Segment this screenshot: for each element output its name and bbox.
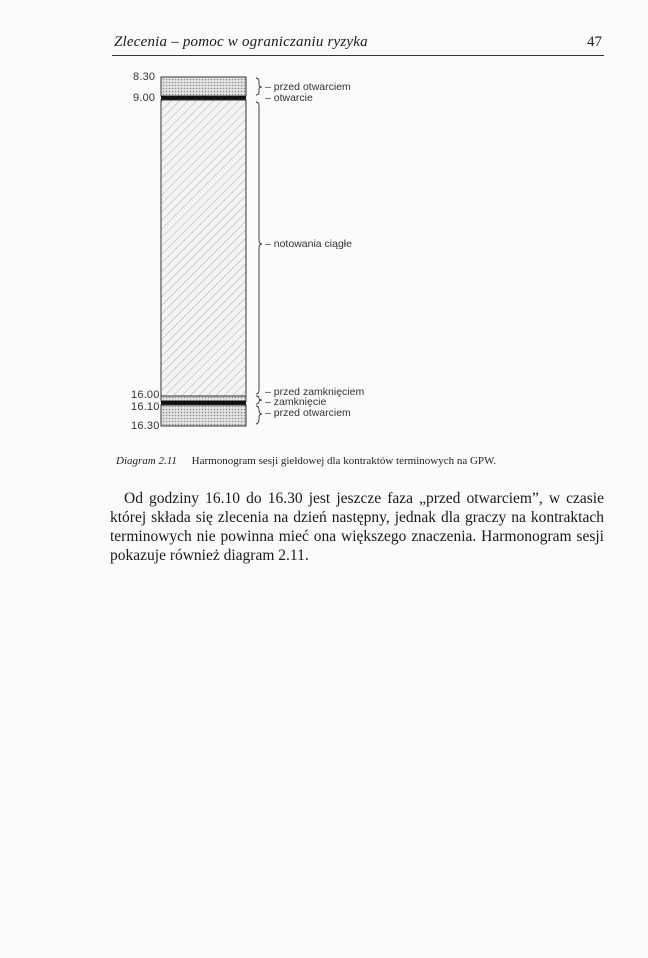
phase-label-continuous: – notowania ciągłe xyxy=(265,238,352,250)
bracket-before-open-morning xyxy=(256,78,262,95)
time-label-0900: 9.00 xyxy=(133,92,156,104)
segment-close-line xyxy=(161,401,246,405)
bracket-before-open-evening xyxy=(256,406,262,424)
bracket-before-close xyxy=(256,396,262,404)
phase-label-close: – zamknięcie xyxy=(265,396,327,408)
time-label-1630: 16.30 xyxy=(131,420,160,432)
bracket-continuous xyxy=(256,102,262,394)
time-label-1600: 16.00 xyxy=(131,389,160,401)
body-paragraph: Od godziny 16.10 do 16.30 jest jeszcze faza „przed otwarciem”, w czasie której składa się zlecenia na dzień następny, jednak dla graczy na kontraktach terminowych nie powinna mieć ona większego znaczenia. Harmonogram sesji pokazuje również diagram 2.11. xyxy=(110,490,604,564)
segment-before-close xyxy=(161,396,246,401)
time-label-1610: 16.10 xyxy=(131,401,160,413)
segment-open-line xyxy=(161,96,246,100)
phase-label-open: – otwarcie xyxy=(265,92,313,104)
phase-label-before-close: – przed zamknięciem xyxy=(265,386,365,398)
phase-label-before-open-evening: – przed otwarciem xyxy=(265,407,351,419)
running-title: Zlecenia – pomoc w ograniczaniu ryzyka xyxy=(114,34,368,50)
diagram-caption xyxy=(116,455,616,467)
page-number: 47 xyxy=(587,34,602,50)
caption-text: Harmonogram sesji giełdowej dla kontraktów terminowych na GPW. xyxy=(191,455,497,467)
caption-label: Diagram 2.11 xyxy=(116,455,177,467)
phase-label-before-open-morning: – przed otwarciem xyxy=(265,81,351,93)
session-bar-graphic xyxy=(0,0,648,450)
time-label-0830: 8.30 xyxy=(133,71,156,83)
session-schedule-diagram xyxy=(0,0,648,450)
segment-before-open-evening xyxy=(161,405,246,426)
segment-before-open-morning xyxy=(161,77,246,96)
segment-continuous-trading xyxy=(161,100,246,396)
